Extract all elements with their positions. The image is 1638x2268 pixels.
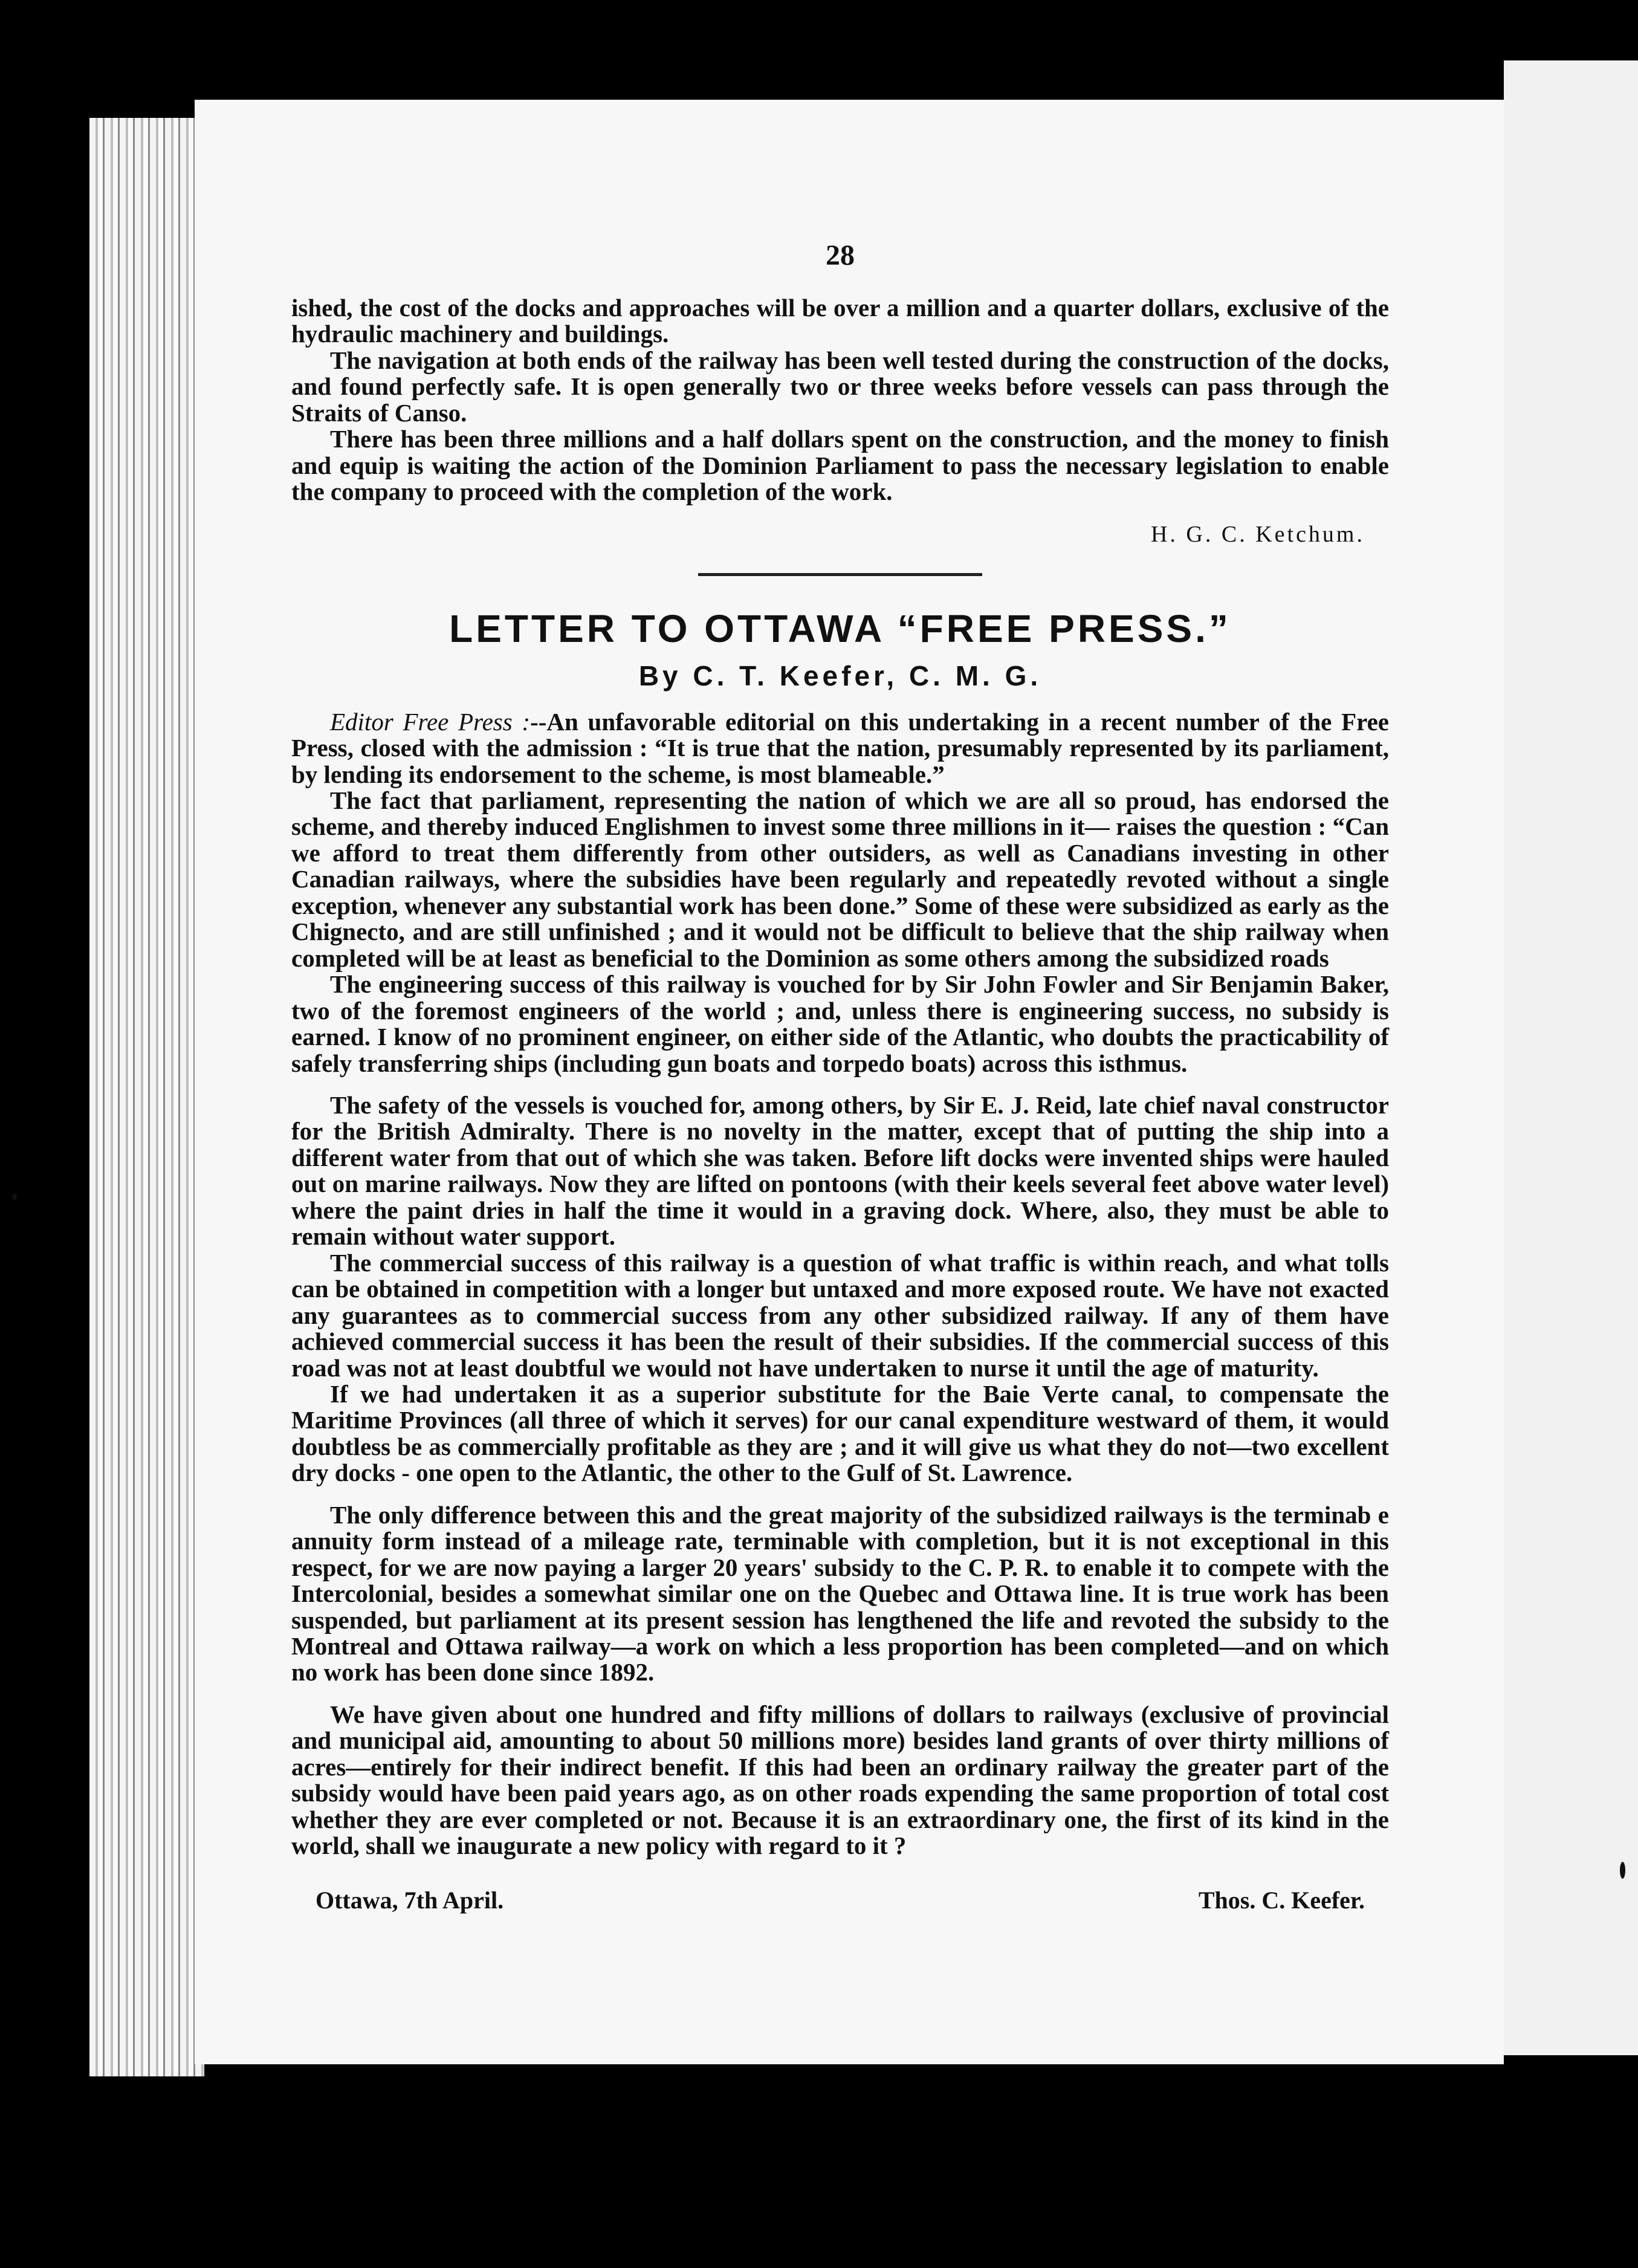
- document-page: [195, 100, 1504, 2064]
- letter-paragraph-3: The engineering success of this railway is vouched for by Sir John Fowler and Sir Benjamin Baker, two of the foremost engineers of the world ; and, unless there is engineering success, no subsidy is earned. I know of no prominent engineer, on either side of the Atlantic, who doubts the practicability of safely transferring ships (including gun boats and torpedo boats) across this isthmus.: [291, 970, 1389, 1077]
- letter-paragraph-1: [291, 709, 1389, 788]
- letter-paragraph-8: We have given about one hundred and fifty millions of dollars to railways (exclusive of provincial and municipal aid, amounting to about 50 millions more) besides land grants of over thirty millions of acres—entirely for their indirect benefit. If this had been an ordinary railway the greater part of the subsidy would have been paid years ago, as on other roads expending the same proportion of total cost whether they are ever completed or not. Because it is an extraordinary one, the first of its kind in the world, shall we inaugurate a new policy with regard to it ?: [291, 1700, 1389, 1860]
- section-divider: [698, 573, 982, 576]
- place-date: Ottawa, 7th April.: [316, 1886, 504, 1914]
- intro-signature: H. G. C. Ketchum.: [1150, 521, 1365, 547]
- letter-paragraph-6: If we had undertaken it as a superior substitute for the Baie Verte canal, to compensate the Maritime Provinces (all three of which it serves) for our canal expenditure westward of them, it would doubtless be as commercially profitable as they are ; and it will give us what they do not—two excellent dry docks - one open to the Atlantic, the other to the Gulf of St. Lawrence.: [291, 1379, 1389, 1487]
- salutation: Editor Free Press :: [330, 707, 531, 736]
- letter-paragraph-7: The only difference between this and the great majority of the subsidized railways is the terminab e annuity form instead of a mileage rate, terminable with completion, but it is not exceptional in this respect, for we are now paying a larger 20 years' subsidy to the C. P. R. to enable it to compete with the Intercolonial, besides a somewhat similar one on the Quebec and Ottawa line. It is true work has been suspended, but parliament at its present session has lengthened the life and revoted the subsidy to the Montreal and Ottawa railway—a work on which a less proportion has been completed—and on which no work has been done since 1892.: [291, 1500, 1389, 1686]
- intro-paragraph-2: The navigation at both ends of the railway has been well tested during the construction of the docks, and found perfectly safe. It is open generally two or three weeks before vessels can pass through the Straits of Canso.: [291, 346, 1389, 427]
- scan-speck: [12, 1194, 17, 1200]
- page-number: 28: [826, 239, 855, 271]
- intro-paragraph-1: ished, the cost of the docks and approaches will be over a million and a quarter dollars, exclusive of the hydraulic machinery and buildings.: [291, 294, 1389, 348]
- letter-title: LETTER TO OTTAWA “FREE PRESS.”: [449, 606, 1231, 650]
- scan-speck: [1620, 1862, 1625, 1879]
- intro-paragraph-3: There has been three millions and a half dollars spent on the construction, and the money to finish and equip is waiting the action of the Dominion Parliament to pass the necessary legislation to enable the company to proceed with the completion of the work.: [291, 425, 1389, 506]
- letter-paragraph-1-text: --An unfavorable editorial on this undertaking in a recent number of the Free Press, closed with the admission : “It is true that the nation, presumably represented by its parliament, by lending its endorsement to the scheme, is most blameable.”: [291, 707, 1390, 788]
- letter-paragraph-2: The fact that parliament, representing the nation of which we are all so proud, has endorsed the scheme, and thereby induced Englishmen to invest some three millions in it— raises the question : “Can we afford to treat them differently from other outsiders, as well as Canadians investing in other Canadian railways, where the subsidies have been regularly and repeatedly revoted without a single exception, whenever any substantial work has been done.” Some of these were subsidized as early as the Chignecto, and are still unfinished ; and it would not be difficult to believe that the ship railway when completed will be at least as beneficial to the Dominion as some others among the subsidized roads: [291, 786, 1389, 972]
- letter-paragraph-4: The safety of the vessels is vouched for, among others, by Sir E. J. Reid, late chief naval constructor for the British Admiralty. There is no novelty in the matter, except that of putting the ship into a different water from that out of which she was taken. Before lift docks were invented ships were hauled out on marine railways. Now they are lifted on pontoons (with their keels several feet above water level) where the paint dries in half the time it would in a graving dock. Where, also, they must be able to remain without water support.: [291, 1090, 1389, 1251]
- letter-byline: By C. T. Keefer, C. M. G.: [638, 659, 1042, 692]
- closing-signature: Thos. C. Keefer.: [1198, 1886, 1365, 1914]
- scanner-background-strip: [1504, 60, 1638, 2055]
- letter-paragraph-5: The commercial success of this railway is a question of what traffic is within reach, and what tolls can be obtained in competition with a longer but untaxed and more exposed route. We have not exacted any guarantees as to commercial success from any other subsidized railway. If any of them have achieved commercial success it has been the result of their subsidies. If the commercial success of this road was not at least doubtful we would not have undertaken to nurse it until the age of maturity.: [291, 1248, 1389, 1382]
- book-page-edges: [89, 118, 204, 2076]
- letter-footer: [291, 1886, 1389, 1914]
